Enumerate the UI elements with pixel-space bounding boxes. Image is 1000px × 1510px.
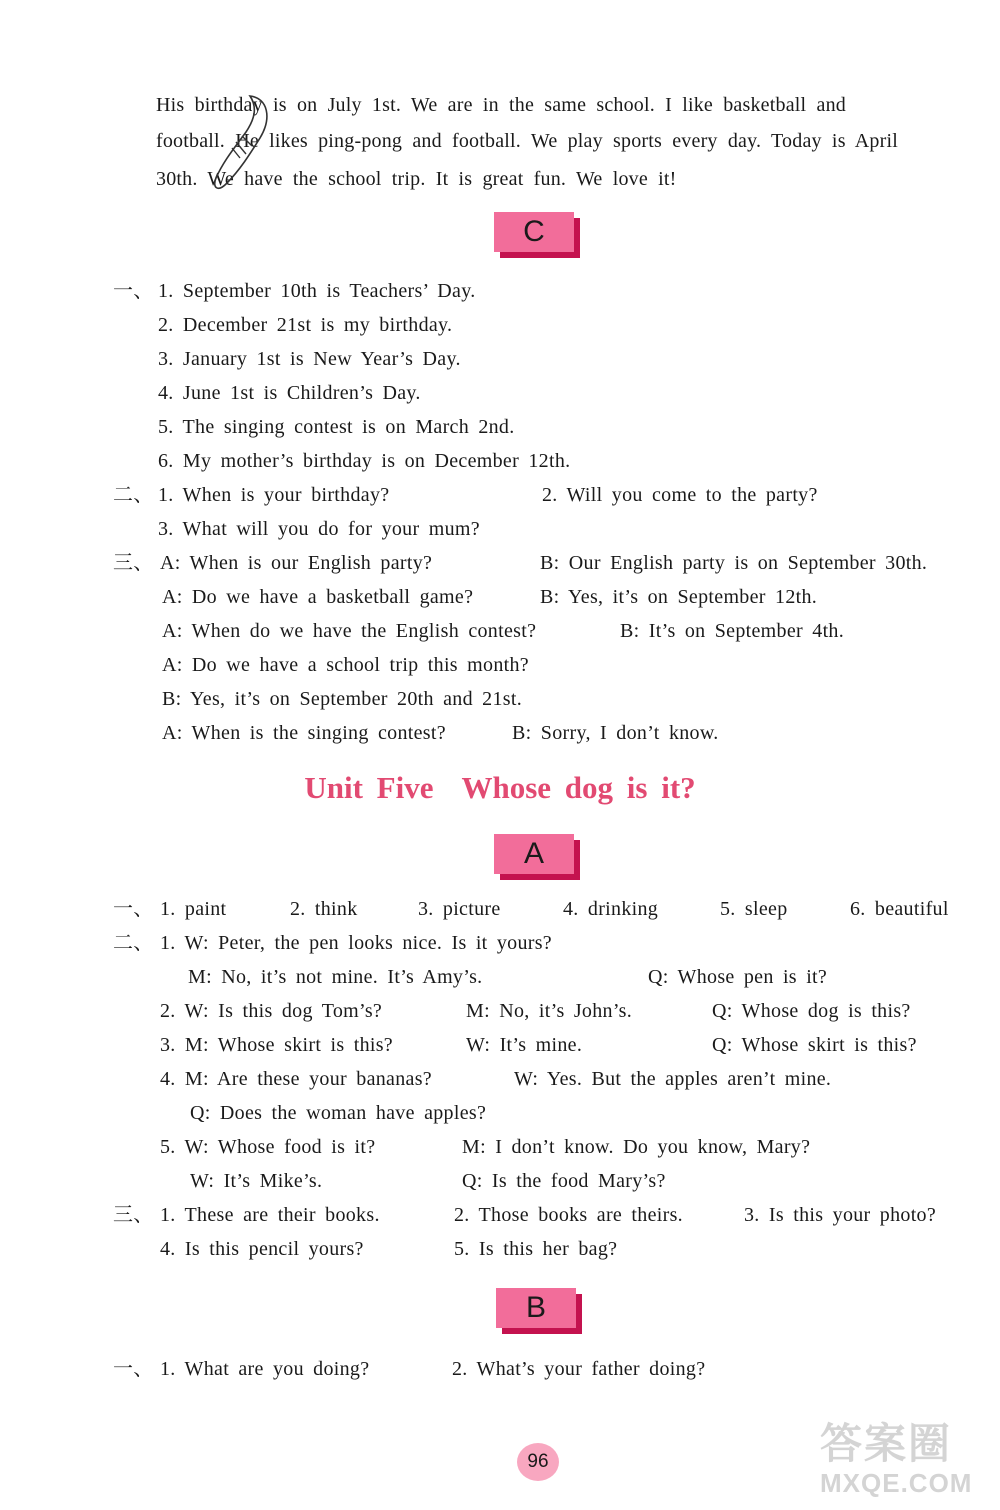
a1-item-1: 1. paint: [160, 898, 227, 920]
a2-line-2: M: No, it’s not mine. It’s Amy’s.: [188, 966, 483, 988]
paragraph-line-2: football. He likes ping-pong and football. We play sports every day. Today is April: [156, 130, 898, 152]
part-marker-2: 二、: [113, 484, 154, 506]
paragraph-line-3: 30th. We have the school trip. It is great fun. We love it!: [156, 168, 677, 190]
a3-item-1: 1. These are their books.: [160, 1204, 380, 1226]
a2-line-5: M: No, it’s John’s.: [466, 1000, 633, 1022]
unit-title: [0, 768, 1000, 808]
c1-item-4: 4. June 1st is Children’s Day.: [158, 382, 421, 404]
c3-line-9: A: When is the singing contest?: [162, 722, 446, 744]
b1-item-2: 2. What’s your father doing?: [452, 1358, 706, 1380]
paragraph-line-1: His birthday is on July 1st. We are in the same school. I like basketball and: [156, 94, 846, 116]
unit-title-question: Whose dog is it?: [461, 770, 696, 805]
c1-item-3: 3. January 1st is New Year’s Day.: [158, 348, 461, 370]
a2-line-13: 5. W: Whose food is it?: [160, 1136, 376, 1158]
a2-line-1: 1. W: Peter, the pen looks nice. Is it yours?: [160, 932, 552, 954]
c3-line-3: A: Do we have a basketball game?: [162, 586, 474, 608]
watermark-cn: 答案圈: [820, 1420, 953, 1467]
c1-item-2: 2. December 21st is my birthday.: [158, 314, 453, 336]
section-label-c: C: [494, 212, 574, 252]
c1-item-1: 1. September 10th is Teachers’ Day.: [158, 280, 476, 302]
a3-item-3: 3. Is this your photo?: [744, 1204, 937, 1226]
a2-line-3: Q: Whose pen is it?: [648, 966, 828, 988]
part-marker-b1: 一、: [113, 1358, 154, 1380]
a2-line-11: W: Yes. But the apples aren’t mine.: [514, 1068, 832, 1090]
a3-item-4: 4. Is this pencil yours?: [160, 1238, 364, 1260]
c1-item-6: 6. My mother’s birthday is on December 12th.: [158, 450, 571, 472]
c2-item-1: 1. When is your birthday?: [158, 484, 390, 506]
c3-line-7: A: Do we have a school trip this month?: [162, 654, 529, 676]
a2-line-10: 4. M: Are these your bananas?: [160, 1068, 432, 1090]
c3-line-6: B: It’s on September 4th.: [620, 620, 845, 642]
a3-item-2: 2. Those books are theirs.: [454, 1204, 683, 1226]
part-marker-a1: 一、: [113, 898, 154, 920]
part-marker-3: 三、: [113, 552, 154, 574]
c1-item-5: 5. The singing contest is on March 2nd.: [158, 416, 515, 438]
c3-line-5: A: When do we have the English contest?: [162, 620, 537, 642]
a2-line-6: Q: Whose dog is this?: [712, 1000, 911, 1022]
watermark-en: MXQE.COM: [820, 1468, 973, 1498]
pen-scribble-mark: [210, 88, 280, 198]
c3-line-10: B: Sorry, I don’t know.: [512, 722, 719, 744]
c3-line-1: A: When is our English party?: [160, 552, 433, 574]
a2-line-12: Q: Does the woman have apples?: [190, 1102, 487, 1124]
watermark-logo: [820, 1420, 995, 1505]
section-label-a: A: [494, 834, 574, 874]
b1-item-1: 1. What are you doing?: [160, 1358, 370, 1380]
a2-line-15: W: It’s Mike’s.: [190, 1170, 323, 1192]
a1-item-6: 6. beautiful: [850, 898, 949, 920]
c2-item-3: 3. What will you do for your mum?: [158, 518, 480, 540]
a2-line-4: 2. W: Is this dog Tom’s?: [160, 1000, 383, 1022]
a3-item-5: 5. Is this her bag?: [454, 1238, 618, 1260]
section-label-b: B: [496, 1288, 576, 1328]
part-marker-1: 一、: [113, 280, 154, 302]
c3-line-4: B: Yes, it’s on September 12th.: [540, 586, 818, 608]
a2-line-16: Q: Is the food Mary’s?: [462, 1170, 666, 1192]
a1-item-4: 4. drinking: [563, 898, 659, 920]
a1-item-5: 5. sleep: [720, 898, 788, 920]
unit-title-number: Unit Five: [304, 770, 434, 805]
a1-item-2: 2. think: [290, 898, 358, 920]
c3-line-2: B: Our English party is on September 30th.: [540, 552, 928, 574]
a1-item-3: 3. picture: [418, 898, 501, 920]
a2-line-7: 3. M: Whose skirt is this?: [160, 1034, 393, 1056]
a2-line-14: M: I don’t know. Do you know, Mary?: [462, 1136, 811, 1158]
page-number: 96: [517, 1443, 559, 1481]
c2-item-2: 2. Will you come to the party?: [542, 484, 818, 506]
a2-line-9: Q: Whose skirt is this?: [712, 1034, 917, 1056]
part-marker-a2: 二、: [113, 932, 154, 954]
a2-line-8: W: It’s mine.: [466, 1034, 583, 1056]
c3-line-8: B: Yes, it’s on September 20th and 21st.: [162, 688, 523, 710]
part-marker-a3: 三、: [113, 1204, 154, 1226]
